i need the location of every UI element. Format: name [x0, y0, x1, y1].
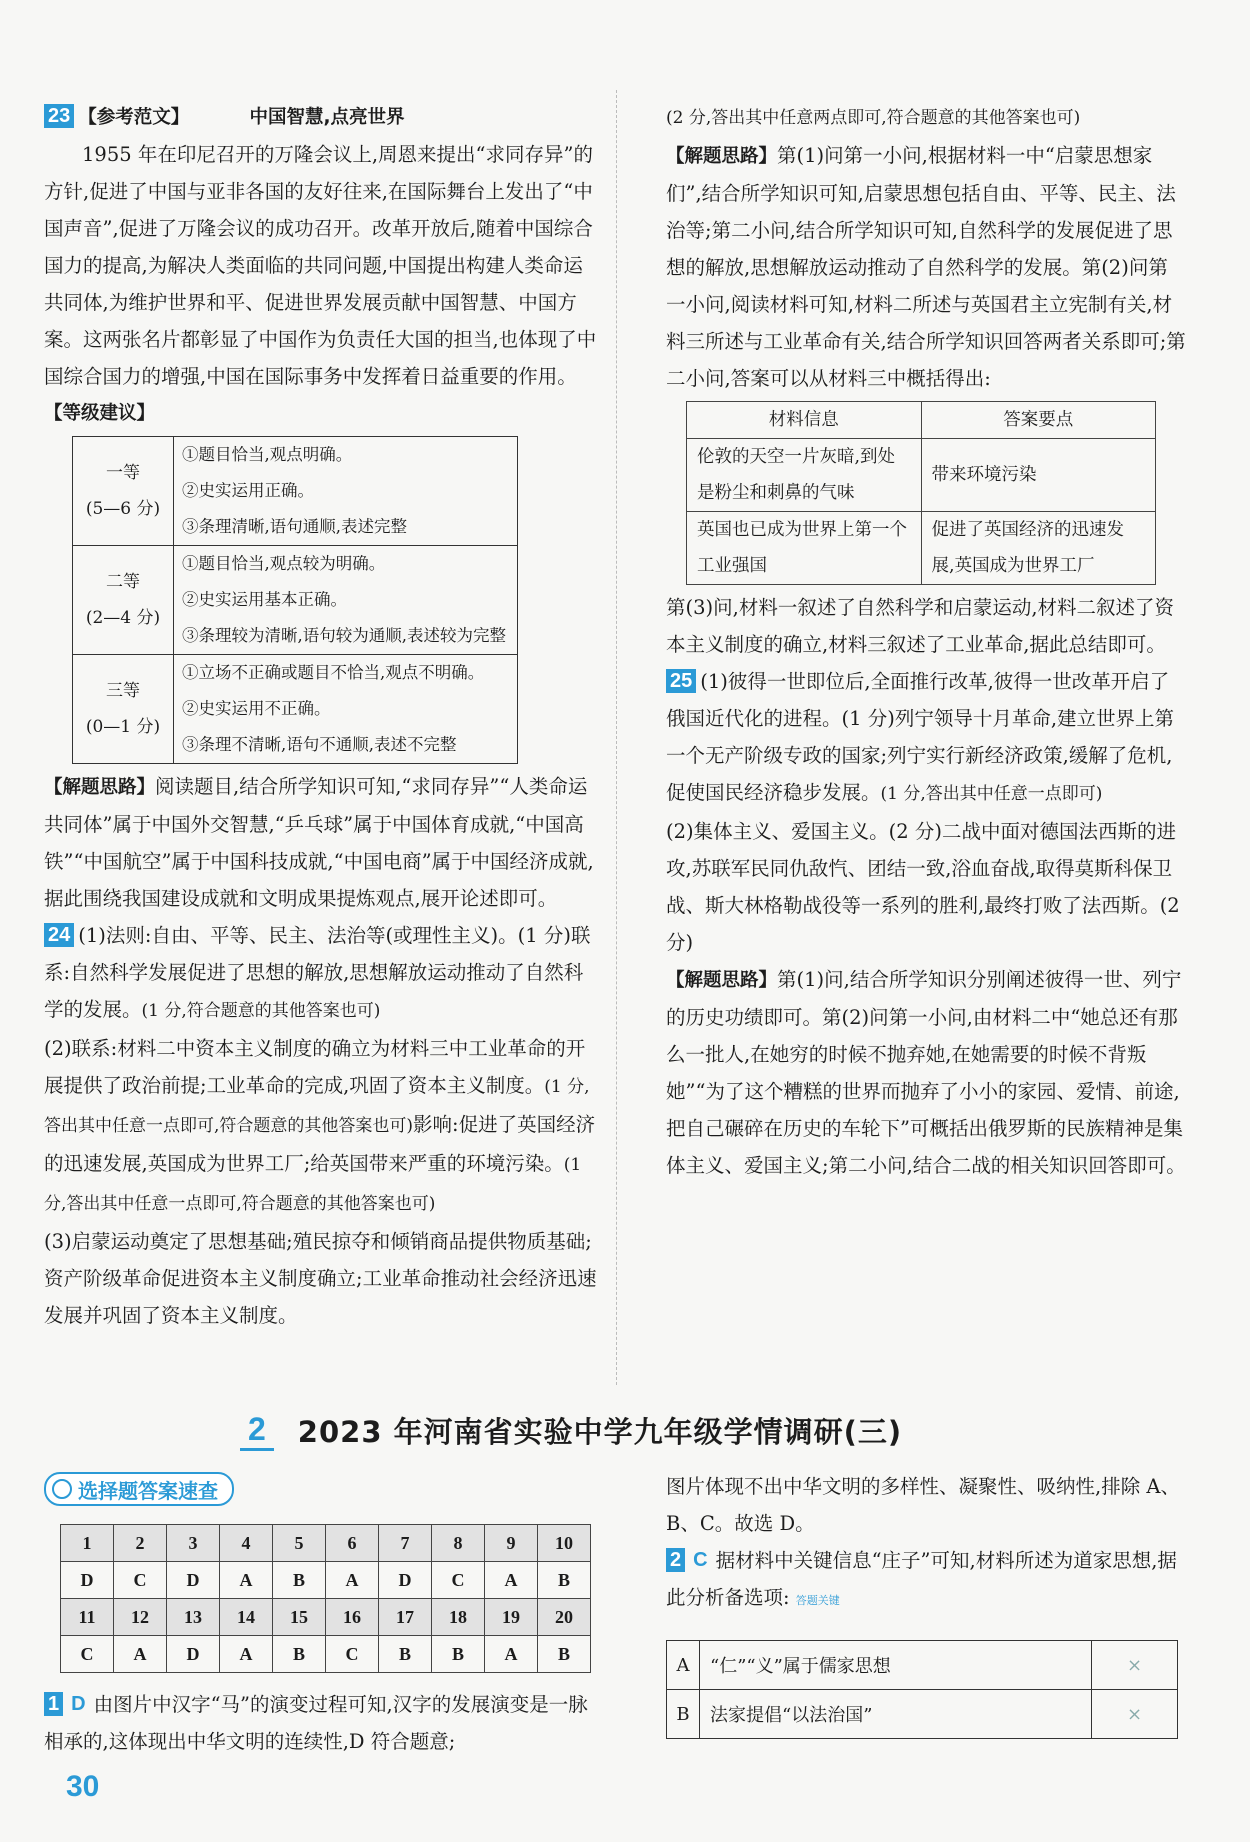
section-number: 2	[240, 1410, 274, 1451]
table-row	[73, 655, 518, 764]
question-number: 2	[666, 1548, 685, 1572]
q25-answer: 25 (1)彼得一世即位后,全面推行改革,彼得一世改革开启了俄国近代化的进程。(1 分)列宁领导十月革命,建立世界上第一个无产阶级专政的国家;列宁实行新经济政策,缓解了危机,促使国民经济稳步发展。(1 分,答出其中任意一点即可)	[666, 670, 1175, 804]
solution-idea: 【解题思路】第(1)问第一小问,根据材料一中“启蒙思想家们”,结合所学知识可知,启蒙思想包括自由、平等、民主、法治等;第二小问,结合所学知识可知,自然科学的发展促进了思想的解放,思想解放运动推动了自然科学的发展。第(2)问第一小问,阅读材料可知,材料二所述与英国君主立宪制有关,材料三所述与工业革命有关,结合所学知识回答两者关系即可;第二小问,答案可以从材料三中概括得出:	[666, 144, 1186, 390]
answer-1-cont: 图片体现不出中华文明的多样性、凝聚性、吸纳性,排除 A、B、C。故选 D。 2 C 据材料中关键信息“庄子”可知,材料所述为道家思想,据此分析备选项: 答题关键	[666, 1468, 1186, 1619]
table-row: C A D A B C B B A B	[61, 1636, 591, 1673]
answer-table	[60, 1524, 591, 1673]
solution-idea: 【解题思路】第(1)问,结合所学知识分别阐述彼得一世、列宁的历史功绩即可。第(2)问第一小问,由材料二中“她总还有那么一批人,在她穷的时候不抛弃她,在她需要的时候不背叛她”“为了这个糟糕的世界而抛弃了小小的家园、爱情、前途,把自己碾碎在历史的车轮下”可概括出俄罗斯的民族精神是集体主义、爱国主义;第二小问,结合二战的相关知识回答即可。	[666, 968, 1186, 1177]
essay-title: 中国智慧,点亮世界	[249, 107, 405, 128]
q25-answer-2: (2)集体主义、爱国主义。(2 分)二战中面对德国法西斯的进攻,苏联军民同仇敌忾、团结一致,浴血奋战,取得莫斯科保卫战、斯大林格勒战役等一系列的胜利,最终打败了法西斯。(2 分)	[666, 820, 1180, 954]
table-row: 伦敦的天空一片灰暗,到处是粉尘和刺鼻的气味 带来环境污染	[687, 439, 1156, 512]
grade-level: 二等 (2—4 分)	[73, 546, 174, 655]
answer-letter: C	[693, 1549, 708, 1571]
table-row: 11 12 13 14 15 16 17 18 19 20	[61, 1599, 591, 1636]
table-row: 英国也已成为世界上第一个工业强国 促进了英国经济的迅速发展,英国成为世界工厂	[687, 512, 1156, 585]
answer-letter: D	[71, 1693, 86, 1715]
grade-criteria: ①立场不正确或题目不恰当,观点不明确。 ②史实运用不正确。 ③条理不清晰,语句不通顺,表述不完整	[174, 655, 518, 764]
table-row	[73, 546, 518, 655]
page-number: 30	[66, 1770, 100, 1803]
table-row	[73, 437, 518, 546]
wrong-mark-icon: ×	[1092, 1690, 1178, 1739]
grade-level: 一等 (5—6 分)	[73, 437, 174, 546]
section-label: 【等级建议】	[44, 403, 156, 424]
essay-text: 1955 年在印尼召开的万隆会议上,周恩来提出“求同存异”的方针,促进了中国与亚非各国的友好往来,在国际舞台上发出了“中国声音”,促进了万隆会议的成功召开。改革开放后,随着中国综合国力的提高,为解决人类面临的共同问题,中国提出构建人类命运共同体,为维护世界和平、促进世界发展贡献中国智慧、中国方案。这两张名片都彰显了中国作为负责任大国的担当,也体现了中国综合国力的增强,中国在国际事务中发挥着日益重要的作用。	[44, 143, 597, 388]
table-row: 材料信息 答案要点	[687, 402, 1156, 439]
table-row: B 法家提倡“以法治国” ×	[667, 1690, 1178, 1739]
q24-answer-3-note: (2 分,答出其中任意两点即可,符合题意的其他答案也可)	[666, 108, 1081, 128]
solution-idea: 【解题思路】阅读题目,结合所学知识可知,“求同存异”“人类命运共同体”属于中国外交智慧,“乒乓球”属于中国体育成就,“中国高铁”“中国航空”属于中国科技成就,“中国电商”属于中国经济成就,据此围绕我国建设成就和文明成果提炼观点,展开论述即可。	[44, 775, 594, 910]
solution-idea-2: 第(3)问,材料一叙述了自然科学和启蒙运动,材料二叙述了资本主义制度的确立,材料三叙述了工业革命,据此总结即可。	[666, 596, 1175, 656]
quick-answer-badge	[44, 1472, 234, 1506]
q24-answer-3: (3)启蒙运动奠定了思想基础;殖民掠夺和倾销商品提供物质基础;资产阶级革命促进资本主义制度确立;工业革命推动社会经济迅速发展并巩固了资本主义制度。	[44, 1230, 597, 1327]
question-number: 25	[666, 669, 696, 693]
table-row: A “仁”“义”属于儒家思想 ×	[667, 1641, 1178, 1690]
option-table	[666, 1640, 1178, 1739]
left-column	[44, 98, 600, 1334]
grade-level: 三等 (0—1 分)	[73, 655, 174, 764]
key-note: 答题关键	[795, 1594, 840, 1607]
grade-table	[72, 436, 518, 764]
question-number: 23	[44, 104, 74, 128]
q24-answer-2: (2)联系:材料二中资本主义制度的确立为材料三中工业革命的开展提供了政治前提;工业革命的完成,巩固了资本主义制度。(1 分,答出其中任意一点即可,符合题意的其他答案也可)影响:促进了英国经济的迅速发展,英国成为世界工厂;给英国带来严重的环境污染。(1 分,答出其中任意一点即可,符合题意的其他答案也可)	[44, 1037, 596, 1214]
answer-1: 1 D 由图片中汉字“马”的演变过程可知,汉字的发展演变是一脉相承的,这体现出中华文明的连续性,D 符合题意;	[44, 1693, 588, 1753]
question-number: 1	[44, 1692, 63, 1716]
grade-criteria: ①题目恰当,观点较为明确。 ②史实运用基本正确。 ③条理较为清晰,语句较为通顺,表述较为完整	[174, 546, 518, 655]
section-title	[240, 1405, 1060, 1455]
column-divider	[616, 90, 617, 1385]
grade-criteria: ①题目恰当,观点明确。 ②史实运用正确。 ③条理清晰,语句通顺,表述完整	[174, 437, 518, 546]
right-column	[666, 98, 1186, 1184]
section-label: 【参考范文】	[78, 107, 190, 128]
quick-answer-label: 选择题答案速查	[78, 1478, 218, 1503]
table-row: 1 2 3 4 5 6 7 8 9 10	[61, 1525, 591, 1562]
magnifier-icon	[52, 1479, 72, 1499]
table-row: D C D A B A D C A B	[61, 1562, 591, 1599]
info-table	[686, 401, 1156, 585]
answer-2: 2 C 据材料中关键信息“庄子”可知,材料所述为道家思想,据此分析备选项: 答题关键	[666, 1549, 1177, 1609]
section-title-text: 2023 年河南省实验中学九年级学情调研(三)	[297, 1414, 903, 1449]
q23-header	[44, 98, 600, 136]
wrong-mark-icon: ×	[1092, 1641, 1178, 1690]
q24-answer: 24 (1)法则:自由、平等、民主、法治等(或理性主义)。(1 分)联系:自然科学发展促进了思想的解放,思想解放运动推动了自然科学的发展。(1 分,符合题意的其他答案也可)	[44, 924, 591, 1021]
question-number: 24	[44, 923, 74, 947]
